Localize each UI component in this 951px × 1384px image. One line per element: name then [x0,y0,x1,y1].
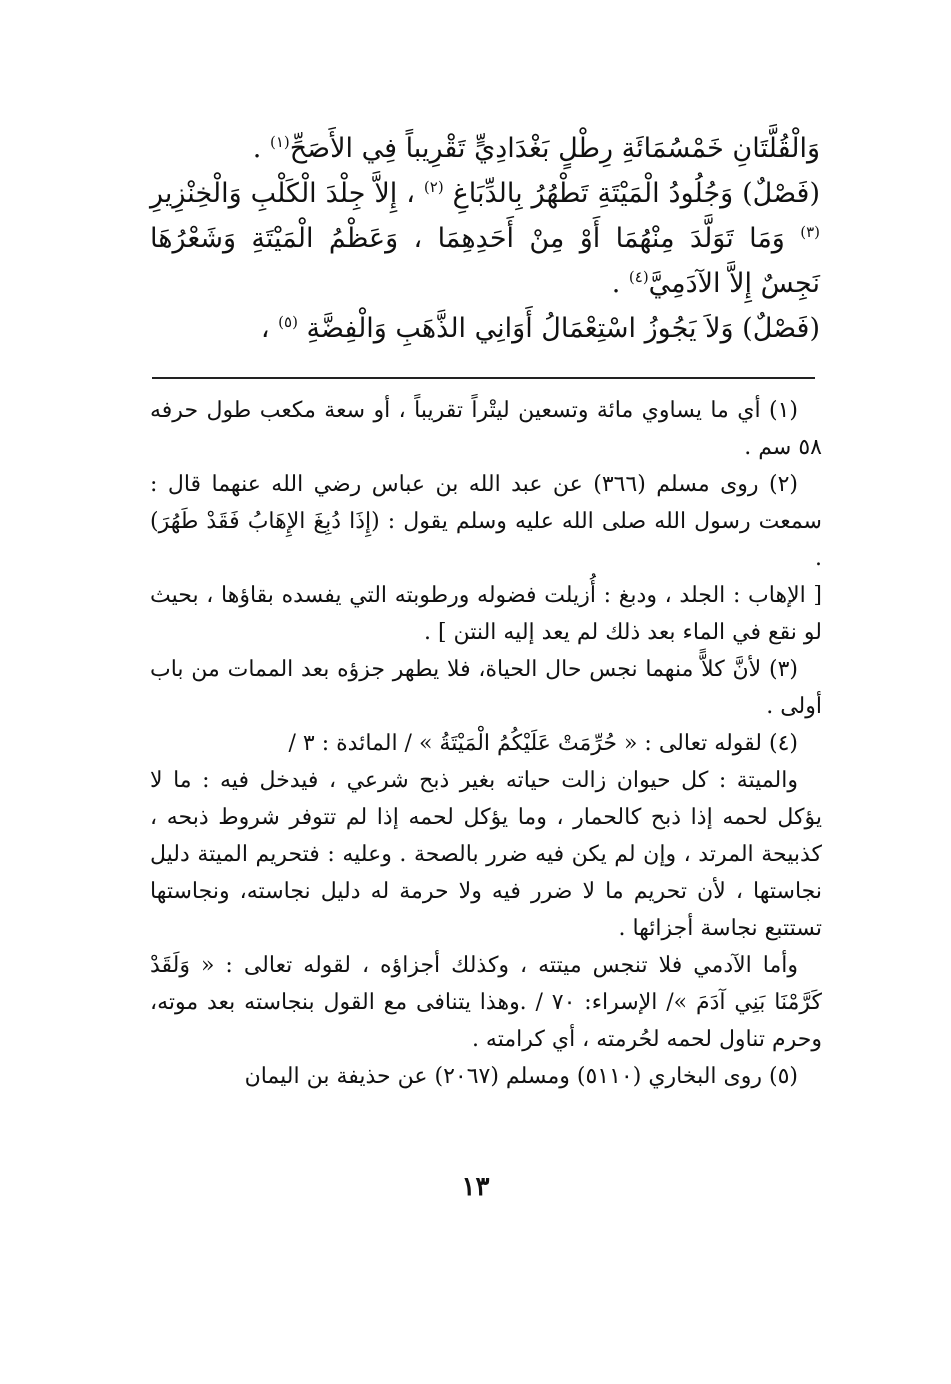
end-mark: . [252,133,262,164]
main-text-block [150,126,820,351]
footnote-3: (٣) لأنَّ كلاًّ منهما نجس حال الحياة، فلا يطهر جزؤه بعد الممات من باب أولى . [150,657,822,719]
footnotes-block [150,392,822,1095]
main-paragraph-3 [150,306,820,351]
footnote-2: (٢) روى مسلم (٣٦٦) عن عبد الله بن عباس رضي الله عنهما قال : سمعت رسول الله صلى الله عليه وسلم يقول : (إِذَا دُبِغَ الإِهَابُ فَقَدْ طَهُرَ) . [150,472,822,571]
footnote-ref-2: (٢) [423,178,444,196]
footnote-ref-5: (٥) [278,313,298,331]
footnote-4: (٤) لقوله تعالى : « حُرِّمَتْ عَلَيْكُمُ الْمَيْتَةُ » / المائدة : ٣ / [288,731,798,756]
main-line-6: ، [260,313,270,344]
page-number: ١٣ [461,1172,490,1202]
footnote-4-explanation: والميتة : كل حيوان زالت حياته بغير ذبح شرعي ، فيدخل فيه : ما لا يؤكل لحمه إذا ذبح كالحمار ، وما يؤكل لحمه إذا لم تتوفر شروط ذبحه ، كذبيحة المرتد ، وإن لم يكن فيه ضرر بالصحة . وعليه : فتحريم الميتة دليل نجاستها ، لأن تحريم ما لا ضرر فيه ولا حرمة له دليل نجاسته، ونجاستها تستتبع نجاسة أجزائها . [150,768,822,941]
footnote-ref-1: (١) [269,133,290,151]
footnote-5: (٥) روى البخاري (٥١١٠) ومسلم (٢٠٦٧) عن حذيفة بن اليمان [244,1064,798,1089]
main-paragraph-1 [150,126,820,171]
footnote-1: (١) أي ما يساوي مائة وتسعين ليتْراً تقريباً ، أو سعة مكعب طول حرفه ٥٨ سم . [150,398,822,460]
footnote-ref-3: (٣) [800,223,820,241]
footnote-4-human: وأما الآدمي فلا تنجس ميتته ، وكذلك أجزاؤه ، لقوله تعالى : « وَلَقَدْ كَرَّمْنَا بَنِي آدَمَ »/ الإسراء: ٧٠ / .وهذا يتنافى مع القول بنجاسته بعد موته، وحرم تناول لحمه لحُرمته ، أي كرامته . [150,953,823,1052]
footnote-ref-4: (٤) [628,268,649,286]
main-line-1: وَالْقُلَّتَانِ خَمْسُمَائَةِ رِطْلٍ بَغْدَادِيٍّ تَقْرِيباً فِي الأَصَحِّ [289,133,820,164]
main-line-3: ، إِلاَّ جِلْدَ الْكَلْبِ وَالْخِنْزِيرِ [150,178,415,209]
main-line-2: (فَصْلٌ) وَجُلُودُ الْمَيْتَةِ تَطْهُرُ بِالدِّبَاغِ [452,178,820,209]
main-line-5: (فَصْلٌ) وَلاَ يَجُوزُ اسْتِعْمَالُ أَوَانِي الذَّهَبِ وَالْفِضَّةِ [306,313,820,344]
footnote-2-gloss: [ الإهاب : الجلد ، ودبغ : أُزيلت فضوله ورطوبته التي يفسده بقاؤها ، بحيث لو نقع في الماء بعد ذلك لم يعد إليه النتن ] . [150,583,822,645]
main-line-4: وَمَا تَوَلَّدَ مِنْهُمَا أَوْ مِنْ أَحَدِهِمَا ، وَعَظْمُ الْمَيْتَةِ وَشَعْرُهَا نَجِسٌ إِلاَّ الآدَمِيَّ [150,223,820,299]
end-mark-2: . [611,268,621,299]
main-paragraph-2 [150,171,820,306]
footnote-divider [152,377,815,379]
